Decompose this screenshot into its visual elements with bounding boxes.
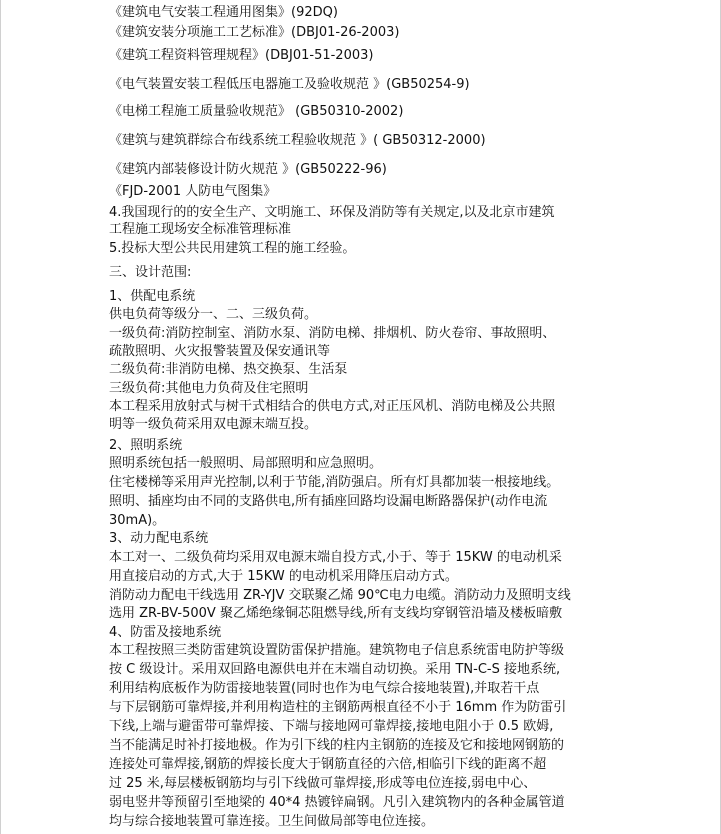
ref-line-8: 《FJD-2001 人防电气图集》 [109, 184, 277, 199]
ref-line-1: 《建筑电气安装工程通用图集》(92DQ) [109, 5, 338, 20]
subsection-heading-2: 2、照明系统 [109, 438, 183, 453]
text-line-19: 本工程采用放射式与树干式相结合的供电方式,对正压风机、消防电梯及公共照 [109, 399, 556, 414]
text-line-17: 二级负荷:非消防电梯、热交换泵、生活泵 [109, 362, 348, 377]
text-line-40: 弱电竖井等预留引至地梁的 40*4 热镀锌扁钢。凡引入建筑物内的各种金属管道 [109, 795, 565, 810]
text-line-33: 按 C 级设计。采用双回路电源供电并在末端自动切换。采用 TN-C-S 接地系统, [109, 662, 561, 677]
text-line-29: 消防动力配电干线选用 ZR-YJV 交联聚乙烯 90℃电力电缆。消防动力及照明支线 [109, 588, 571, 603]
text-line-15: 一级负荷:消防控制室、消防水泵、消防电梯、排烟机、防火卷帘、事故照明、 [109, 326, 556, 341]
subsection-heading-3: 3、动力配电系统 [109, 531, 209, 546]
text-line-10: 工程施工现场安全标准管理标准 [109, 222, 292, 237]
text-line-24: 照明、插座均由不同的支路供电,所有插座回路均设漏电断路器保护(动作电流 [109, 494, 548, 509]
text-line-20: 明等一级负荷采用双电源末端互投。 [109, 417, 318, 432]
ref-line-7: 《建筑内部装修设计防火规范 》(GB50222-96) [109, 162, 387, 177]
text-line-25: 30mA)。 [109, 513, 166, 528]
text-line-27: 本工对一、二级负荷均采用双电源末端自投方式,小于、等于 15KW 的电动机采 [109, 550, 562, 565]
text-line-14: 供电负荷等级分一、二、三级负荷。 [109, 307, 318, 322]
text-line-11: 5.投标大型公共民用建筑工程的施工经验。 [109, 241, 356, 256]
text-line-35: 与下层钢筋可靠焊接,并利用构造柱的主钢筋两根直径不小于 16mm 作为防雷引 [109, 700, 567, 715]
text-line-23: 住宅楼梯等采用声光控制,以利于节能,消防强启。所有灯具都加装一根接地线。 [109, 475, 560, 490]
ref-line-6: 《建筑与建筑群综合布线系统工程验收规范 》( GB50312-2000) [109, 133, 486, 148]
subsection-heading-1: 1、供配电系统 [109, 289, 196, 304]
subsection-heading-4: 4、防雷及接地系统 [109, 625, 222, 640]
text-line-36: 下线,上端与避雷带可靠焊接、下端与接地网可靠焊接,接地电阻小于 0.5 欧姆, [109, 719, 554, 734]
text-line-30: 选用 ZR-BV-500V 聚乙烯绝缘铜芯阻燃导线,所有支线均穿钢管沿墙及楼板暗敷 [109, 606, 563, 621]
text-line-28: 用直接启动的方式,大于 15KW 的电动机采用降压启动方式。 [109, 569, 458, 584]
text-line-38: 连接处可靠焊接,钢筋的焊接长度大于钢筋直径的六倍,相临引下线的距离不超 [109, 757, 547, 772]
text-line-32: 本工程按照三类防雷建筑设置防雷保护措施。建筑物电子信息系统雷电防护等级 [109, 643, 565, 658]
text-line-16: 疏散照明、火灾报警装置及保安通讯等 [109, 344, 331, 359]
ref-line-5: 《电梯工程施工质量验收规范》 (GB50310-2002) [109, 104, 404, 119]
text-line-34: 利用结构底板作为防雷接地装置(同时也作为电气综合接地装置),并取若干点 [109, 681, 540, 696]
text-line-22: 照明系统包括一般照明、局部照明和应急照明。 [109, 456, 383, 471]
section-heading: 三、设计范围: [109, 265, 192, 280]
text-line-9: 4.我国现行的的安全生产、文明施工、环保及消防等有关规定,以及北京市建筑 [109, 205, 555, 220]
text-line-39: 过 25 米,每层楼板钢筋均与引下线做可靠焊接,形成等电位连接,弱电中心、 [109, 776, 537, 791]
text-line-37: 当不能满足时补打接地极。作为引下线的柱内主钢筋的连接及它和接地网钢筋的 [109, 738, 565, 753]
ref-line-3: 《建筑工程资料管理规程》(DBJ01-51-2003) [109, 48, 374, 63]
ref-line-2: 《建筑安装分项施工工艺标准》(DBJ01-26-2003) [109, 25, 400, 40]
text-line-18: 三级负荷:其他电力负荷及住宅照明 [109, 381, 309, 396]
ref-line-4: 《电气装置安装工程低压电器施工及验收规范 》(GB50254-9) [109, 77, 470, 92]
text-line-41: 均与综合接地装置可靠连接。卫生间做局部等电位连接。 [109, 814, 435, 829]
